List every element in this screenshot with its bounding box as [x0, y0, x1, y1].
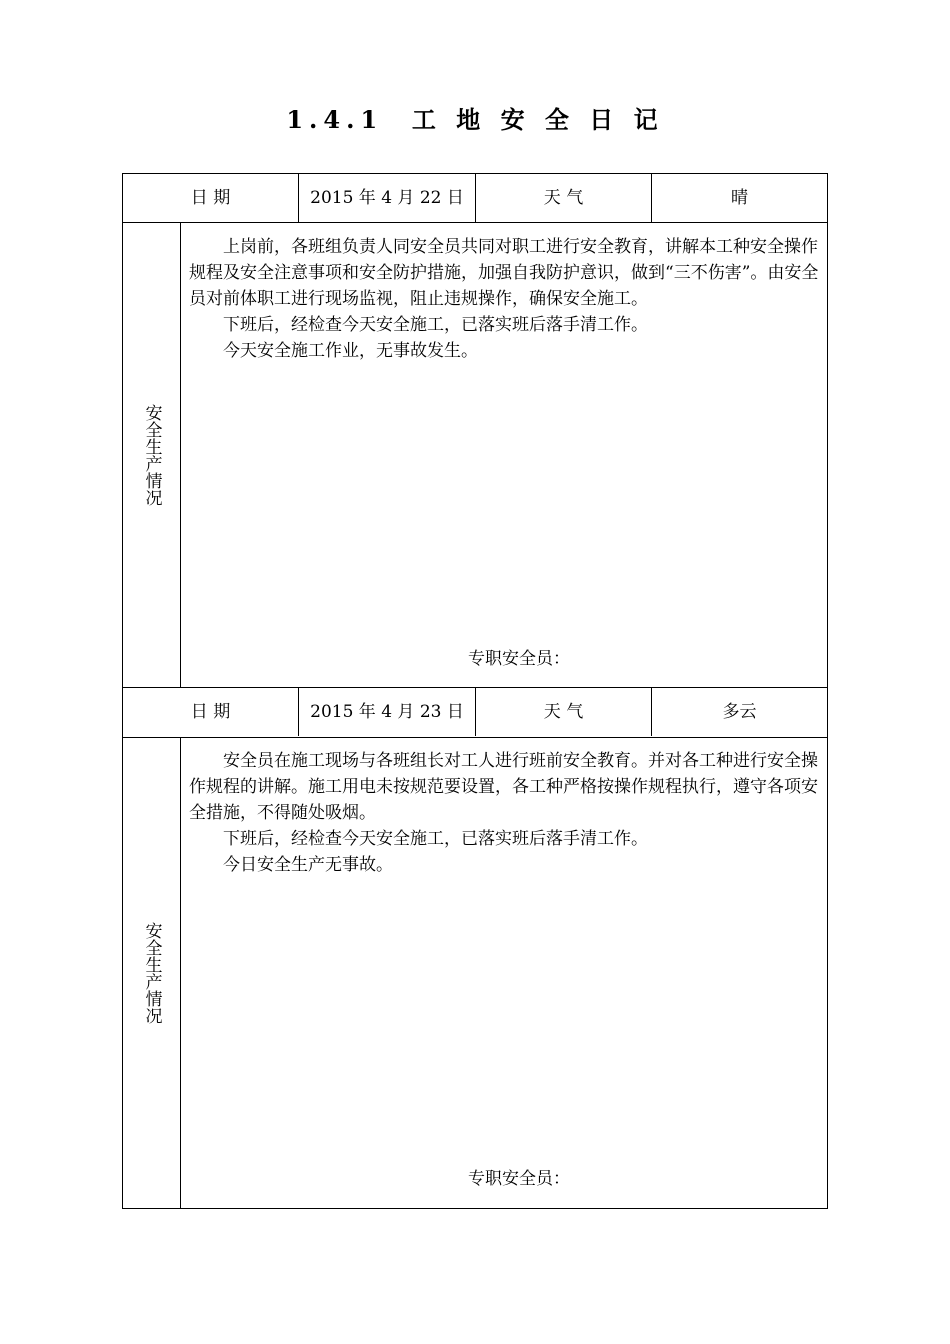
divider	[180, 223, 181, 687]
entry-2-signature-label: 专职安全员：	[468, 1169, 570, 1189]
content-paragraph: 上岗前，各班组负责人同安全员共同对职工进行安全教育，讲解本工种安全操作规程及安全注意事项和安全防护措施，加强自我防护意识，做到“三不伤害”。由安全员对前体职工进行现场监视，阻止违规操作，确保安全施工。	[189, 237, 819, 309]
entry-1-header-row	[123, 174, 827, 222]
weather-value: 多云	[722, 702, 757, 722]
section-label-text: 安全生产情况	[141, 922, 162, 1024]
page-title: 1.4.1 工 地 安 全 日 记	[286, 105, 664, 134]
content-paragraph: 下班后，经检查今天安全施工，已落实班后落手清工作。	[223, 315, 648, 335]
content-paragraph: 今日安全生产无事故。	[223, 855, 393, 875]
entry-2-content	[189, 748, 823, 878]
entry-1-section-label	[123, 223, 180, 687]
section-label-text: 安全生产情况	[141, 404, 162, 506]
weather-value: 晴	[731, 188, 748, 208]
entry-1-signature-label: 专职安全员：	[468, 649, 570, 669]
divider	[180, 738, 181, 1208]
content-paragraph: 今天安全施工作业，无事故发生。	[223, 341, 478, 361]
entry-2-section-label	[123, 738, 180, 1208]
date-label: 日 期	[123, 174, 299, 222]
safety-diary-table	[122, 173, 828, 1209]
content-paragraph: 安全员在施工现场与各班组长对工人进行班前安全教育。并对各工种进行安全操作规程的讲解。施工用电未按规范要设置，各工种严格按操作规程执行，遵守各项安全措施，不得随处吸烟。	[189, 751, 818, 823]
weather-label: 天 气	[476, 174, 652, 222]
entry-1-content	[189, 234, 823, 364]
date-value: 2015 年 4 月 22 日	[299, 174, 476, 222]
content-paragraph: 下班后，经检查今天安全施工，已落实班后落手清工作。	[223, 829, 648, 849]
divider	[123, 222, 827, 223]
weather-label: 天 气	[476, 688, 652, 736]
entry-2-header-row	[123, 688, 827, 736]
date-label: 日 期	[123, 688, 299, 736]
date-value: 2015 年 4 月 23 日	[299, 688, 476, 736]
divider	[123, 737, 827, 738]
